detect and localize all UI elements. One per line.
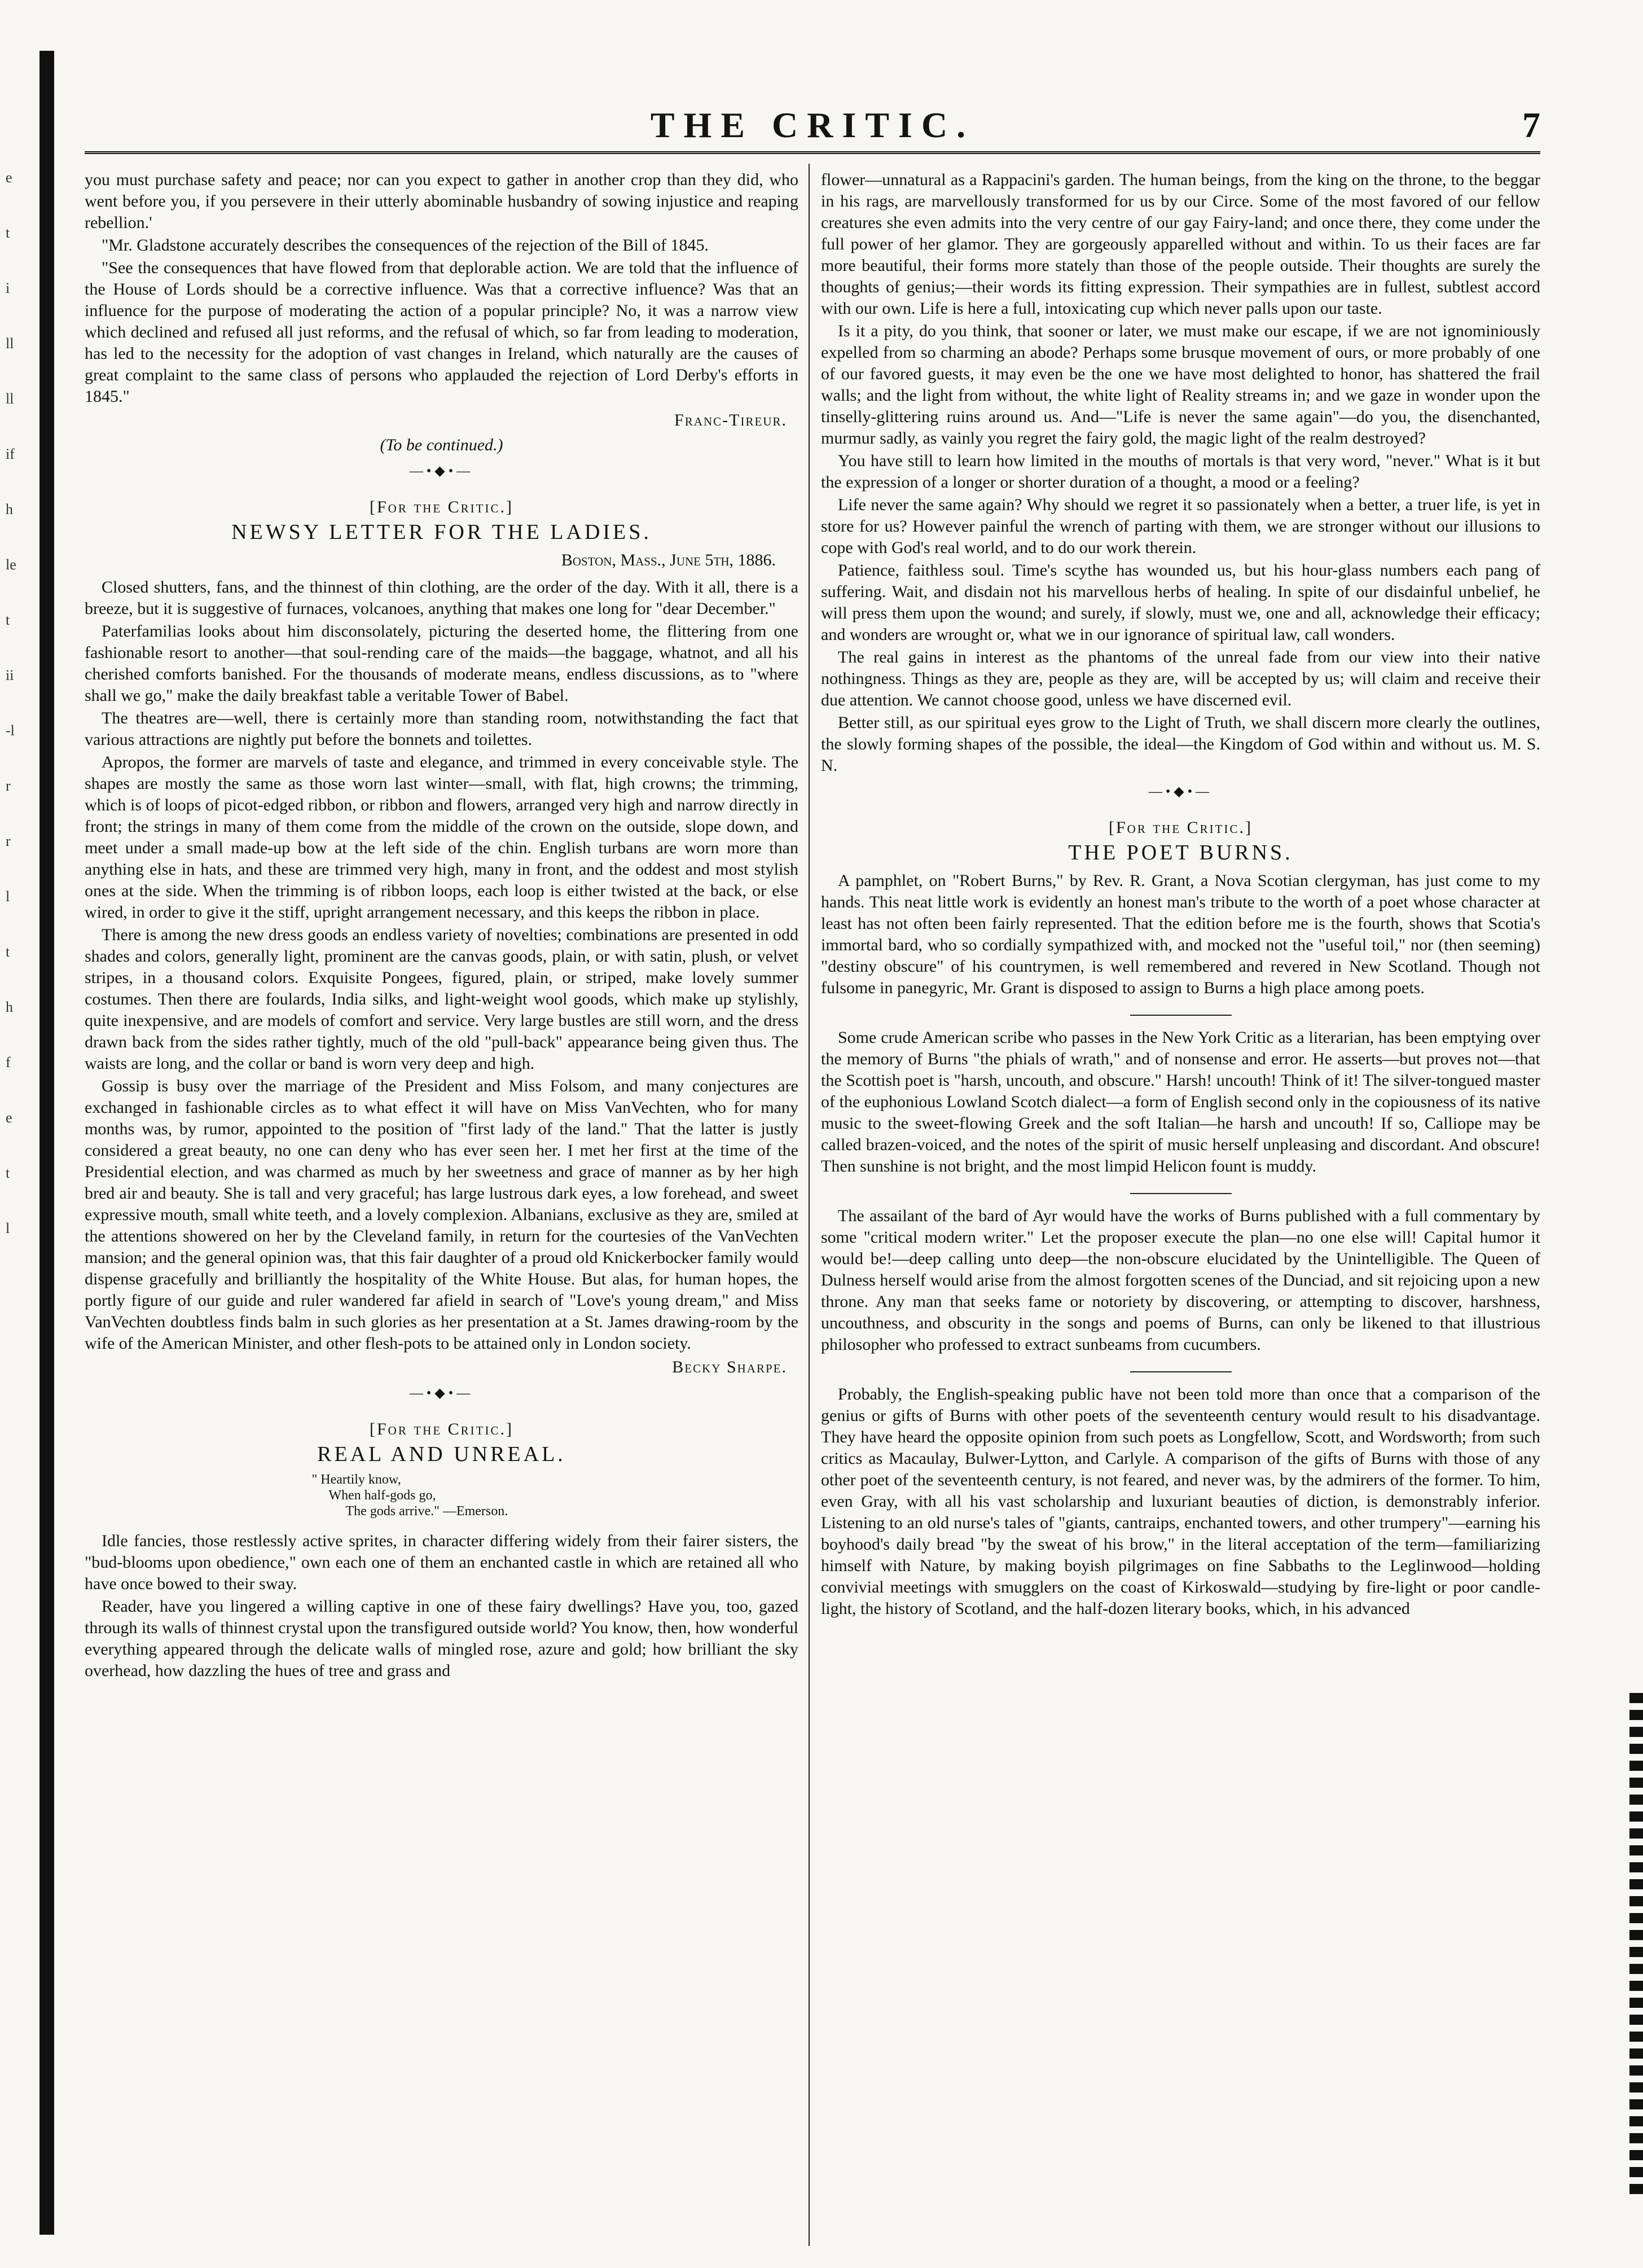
paragraph: Gossip is busy over the marriage of the President and Miss Folsom, and many conjectures are exchanged in fashionable circles as to what effect it will have on Miss VanVechten, who for many months was, by rumor, appointed to the position of "first lady of the land." That the latter is justly considered a great beauty, no one can deny who has ever seen her. I met her first at the time of the Presidential election, and was charmed as much by her sweetness and grace of manner as by her high bred air and beauty. She is tall and very graceful; has large lustrous dark eyes, a low forehead, and sweet expressive mouth, small white teeth, and a lovely complexion. Albanians, exclusive as they are, smiled at the attentions showered on her by the Cleveland family, in return for the courtesies of the VanVechten mansion; and the general opinion was, that this fair daughter of a proud old Knickerbocker family would dispense gracefully and brilliantly the hospitality of the White House. But alas, for human hopes, the portly figure of our guide and ruler wandered far afield in search of "Love's young dream," and Miss VanVechten doubtless finds balm in such glories as her presentation at a St. James drawing-room by the wife of the American Minister, and other flesh-pots to be attained only in London society. [85, 1077, 798, 1353]
margin-mark: r [6, 833, 11, 849]
margin-mark: e [6, 169, 12, 186]
epigraph [312, 1472, 572, 1519]
right-column [821, 169, 1540, 2252]
margin-mark: ll [6, 391, 14, 407]
paragraph: Apropos, the former are marvels of taste and elegance, and trimmed in every conceivable style. The shapes are mostly the same as those worn last winter—small, with flat, high crowns; the trimming, which is of loops of picot-edged ribbon, or ribbon and flowers, arranged very high and narrow directly in front; the strings in many of them come from the middle of the crown on the outside, slope down, and meet under a small made-up bow at the left side of the chin. English turbans are worn more than anything else in hats, and these are trimmed very high, many in front, and the oddest and most stylish ones at the side. When the trimming is of ribbon loops, each loop is either twisted at the back, or else wired, in order to give it the stiff, upright arrangement necessary, and this keeps the ribbon in place. [85, 753, 798, 922]
column-divider [809, 164, 810, 2246]
signature: Franc-Tireur. [674, 411, 787, 429]
margin-mark: -l [6, 722, 15, 739]
header-rule [85, 151, 1540, 154]
margin-mark: le [6, 556, 16, 573]
article-real-and-unreal [85, 1419, 798, 1682]
paragraph: "See the consequences that have flowed from that deplorable action. We are told that the influence of the House of Lords should be a corrective influence. Was that a corrective influence? Was that an influence for the purpose of moderating the action of a popular principle? No, it was a narrow view which declined and refused all just reforms, and the refusal of which, so far from leading to moderation, has led to the necessity for the adoption of vast changes in Ireland, which naturally are the causes of great complaint to the same class of persons who applauded the rejection of Lord Derby's efforts in 1845." [85, 258, 798, 406]
paragraph: The real gains in interest as the phantoms of the unreal fade from our view into their native nothingness. Things as they are, people as they are, will be accepted by us; will claim and receive their due attention. We cannot choose good, unless we have discerned evil. [821, 648, 1540, 709]
section-rule [1130, 1193, 1232, 1194]
paragraph: Is it a pity, do you think, that sooner or later, we must make our escape, if we are not ignominiously expelled from so charming an abode? Perhaps some brusque movement of ours, or more probably of one of our favored guests, it may even be the one we have most delighted to honor, has shattered the frail walls; and the light from without, the white light of Reality streams in; and we gaze in wonder upon the tinselly-glittering ruins around us. And—"Life is never the same again"—do you, the disenchanted, murmur sadly, as vainly you regret the fairy gold, the magic light of the realm destroyed? [821, 322, 1540, 448]
page-number: 7 [1522, 105, 1540, 145]
dateline: Boston, Mass., June 5th, 1886. [561, 551, 776, 569]
paragraph: Patience, faithless soul. Time's scythe has wounded us, but his hour-glass numbers each pang of suffering. Wait, and disdain not his marvellous herbs of healing. In spite of our disdainful unbelief, he will press them upon the wound; and surely, if slowly, must we, one and all, acknowledge their efficacy; and wonders are wrought or, what we in our ignorance of spiritual law, call wonders. [821, 561, 1540, 644]
paragraph: flower—unnatural as a Rappacini's garden. The human beings, from the king on the throne, to the beggar in his rags, are marvellously transformed for us by our Circe. Some of the most favored of our fellow creatures she even admits into the very centre of our gay Fairy-land; and once there, they come under the full power of her glamor. They are gorgeously apparelled without and within. To us their faces are far more beautiful, their forms more stately than those of the people outside. Their thoughts are surely the thoughts of genius;—their words its fitting expression. Their sympathies are in fullest, subtlest accord with our own. Life is here a full, intoxicating cup which never palls upon our taste. [821, 170, 1540, 318]
paragraph: Closed shutters, fans, and the thinnest of thin clothing, are the order of the day. With it all, there is a breeze, but it is suggestive of furnaces, volcanoes, anything that makes one long for "dear December." [85, 578, 798, 618]
margin-mark: l [6, 888, 10, 905]
section-rule [1130, 1371, 1232, 1372]
paragraph: The assailant of the bard of Ayr would have the works of Burns published with a full commentary by some "critical modern writer." Let the proposer execute the plan—no one else will! Capital humor it would be!—deep calling unto deep—the non-obscure elucidated by the Unintelligible. The Queen of Dulness herself would arise from the almost forgotten scenes of the Dunciad, and sit rejoicing upon a new throne. Any man that seeks fame or notoriety by discovering, or attempting to discover, harshness, uncouthness, and obscurity in the songs and poems of Burns, can only be likened to that illustrious philosopher who professed to extract sunbeams from cucumbers. [821, 1207, 1540, 1354]
left-margin-marks [0, 169, 34, 1298]
signature: Becky Sharpe. [672, 1358, 787, 1376]
masthead: THE CRITIC. [650, 105, 975, 145]
paragraph: Better still, as our spiritual eyes grow to the Light of Truth, we shall discern more clearly the outlines, the slowly forming shapes of the possible, the ideal—the Kingdom of God within and without us. M. S. N. [821, 713, 1540, 775]
left-column [85, 169, 798, 2252]
margin-mark: f [6, 1054, 11, 1071]
page-header [85, 104, 1540, 155]
paragraph: There is among the new dress goods an endless variety of novelties; combinations are presented in odd shades and colors, generally light, prominent are the canvas goods, plain, or with satin, plush, or velvet stripes, in a thousand colors. Exquisite Pongees, figured, plain, or striped, make lovely summer costumes. Then there are foulards, India silks, and light-weight wool goods, which make up stylishly, quite inexpensive, and are models of comfort and service. Very large bustles are still worn, and the dress drawn back from the sides rather tightly, much of the old "pull-back" appearance being given thus. The waists are long, and the collar or band is worn very deep and high. [85, 925, 798, 1073]
to-be-continued: (To be continued.) [380, 436, 503, 454]
for-critic-label: [For the Critic.] [370, 498, 513, 516]
epigraph-line: " Heartily know, [311, 1472, 401, 1487]
real-unreal-continued [821, 169, 1540, 802]
scan-edge-bar [39, 51, 54, 2235]
margin-mark: r [6, 778, 11, 794]
paragraph: Idle fancies, those restlessly active sprites, in character differing widely from their fairer sisters, the "bud-blooms upon obedience," own each one of them an enchanted castle in which are retained all who have once bowed to their sway. [85, 1532, 798, 1593]
margin-mark: t [6, 944, 10, 960]
epigraph-line: When half-gods go, [328, 1488, 436, 1503]
paragraph: The theatres are—well, there is certainly more than standing room, notwithstanding the fact that various attractions are nightly put before the bonnets and toilettes. [85, 709, 798, 749]
right-edge-mark [1629, 1693, 1643, 2201]
section-rule [1130, 1015, 1232, 1016]
margin-mark: h [6, 999, 13, 1015]
ornament-divider: —•◆•— [1148, 784, 1213, 799]
article-title: THE POET BURNS. [1068, 841, 1293, 865]
ornament-divider: —•◆•— [409, 464, 474, 479]
epigraph-line: The gods arrive." —Emerson. [345, 1504, 508, 1519]
margin-mark: h [6, 501, 13, 517]
margin-mark: l [6, 1220, 10, 1236]
paragraph: Probably, the English-speaking public have not been told more than once that a comparison of the genius or gifts of Burns with other poets of the seventeenth century would result to his disadvantage. They have heard the opposite opinion from such poets as Longfellow, Scott, and Wordsworth; from such critics as Macaulay, Bulwer-Lytton, and Carlyle. A comparison of the gifts of Burns with those of any other poet of the seventeenth century, is not feared, and never was, by the admirers of the former. To him, even Gray, with all his vast scholarship and luxuriant beauties of diction, is demonstrably inferior. Listening to an old nurse's tales of "giants, cantraips, enchanted towers, and other trumpery"—earning his boyhood's daily bread "by the sweat of his brow," in the literal acceptation of the term—familiarizing himself with Nature, by making boyish pilgrimages on fine Sabbaths to the Leglinwood—holding convivial meetings with smugglers on the coast of Kirkoswald—studying by fire-light or poor candle-light, the history of Scotland, and the half-dozen literary books, which, in his advanced [821, 1385, 1540, 1618]
paragraph: Some crude American scribe who passes in the New York Critic as a literarian, has been emptying over the memory of Burns "the phials of wrath," and of nonsense and error. He asserts—but proves not—that the Scottish poet is "harsh, uncouth, and obscure." Harsh! uncouth! Think of it! The silver-tongued master of the euphonious Lowland Scotch dialect—a form of English second only in the copiousness of its native music to the sweet-flowing Greek and the soft Italian—he harsh and uncouth! If so, Calliope may be called brazen-voiced, and the notes of the spirit of music herself unpleasing and discordant. And obscure! Then sunshine is not bright, and the most limpid Helicon fount is muddy. [821, 1028, 1540, 1175]
paragraph: you must purchase safety and peace; nor can you expect to gather in another crop than they did, who went before you, if you persevere in their utterly abominable husbandry of sowing injustice and reaping rebellion.' [85, 170, 798, 232]
for-critic-label: [For the Critic.] [370, 1420, 513, 1438]
paragraph: You have still to learn how limited in the mouths of mortals is that very word, "never." What is it but the expression of a longer or shorter duration of a thought, a mood or a feeling? [821, 451, 1540, 492]
ornament-divider: —•◆•— [409, 1386, 474, 1401]
paragraph: "Mr. Gladstone accurately describes the consequences of the rejection of the Bill of 1845. [102, 236, 709, 255]
article-newsy-letter [85, 497, 798, 1404]
margin-mark: t [6, 1165, 10, 1181]
article-title: NEWSY LETTER FOR THE LADIES. [231, 520, 652, 544]
article-poet-burns [821, 817, 1540, 1620]
margin-mark: e [6, 1109, 12, 1126]
paragraph: A pamphlet, on "Robert Burns," by Rev. R. Grant, a Nova Scotian clergyman, has just come to my hands. This neat little work is evidently an honest man's tribute to the worth of a poet whose character at least has not often been fairly represented. That the edition before me is the fourth, shows that Scotia's immortal bard, who so cordially sympathized with, and mocked not the "useful toil," nor (then seeming) "destiny obscure" of his countrymen, is well remembered and revered in New Scotland. Though not fulsome in panegyric, Mr. Grant is disposed to assign to Burns a high place among poets. [821, 871, 1540, 997]
margin-mark: i [6, 280, 10, 296]
continuation-block [85, 169, 798, 482]
article-title: REAL AND UNREAL. [317, 1442, 566, 1466]
margin-mark: t [6, 612, 10, 628]
margin-mark: ii [6, 667, 14, 683]
paragraph: Reader, have you lingered a willing captive in one of these fairy dwellings? Have you, too, gazed through its walls of thinnest crystal upon the transfigured outside world? You know, then, how wonderful everything appeared through the delicate walls of mingled rose, azure and gold; how brilliant the sky overhead, how dazzling the hues of tree and grass and [85, 1597, 798, 1680]
for-critic-label: [For the Critic.] [1109, 818, 1253, 837]
margin-mark: if [6, 446, 15, 462]
margin-mark: ll [6, 335, 14, 352]
margin-mark: t [6, 225, 10, 241]
paragraph: Life never the same again? Why should we regret it so passionately when a better, a truer life, is yet in store for us? However painful the wrench of parting with them, we are stronger without our illusions to cope with God's real world, and to do our work therein. [821, 495, 1540, 557]
paragraph: Paterfamilias looks about him disconsolately, picturing the deserted home, the flittering from one fashionable resort to another—that soul-rending care of the maids—the baggage, whatnot, and all his cherished comforts banished. For the thousands of moderate means, endless discussions, as to "where shall we go," make the daily breakfast table a veritable Tower of Babel. [85, 622, 798, 705]
